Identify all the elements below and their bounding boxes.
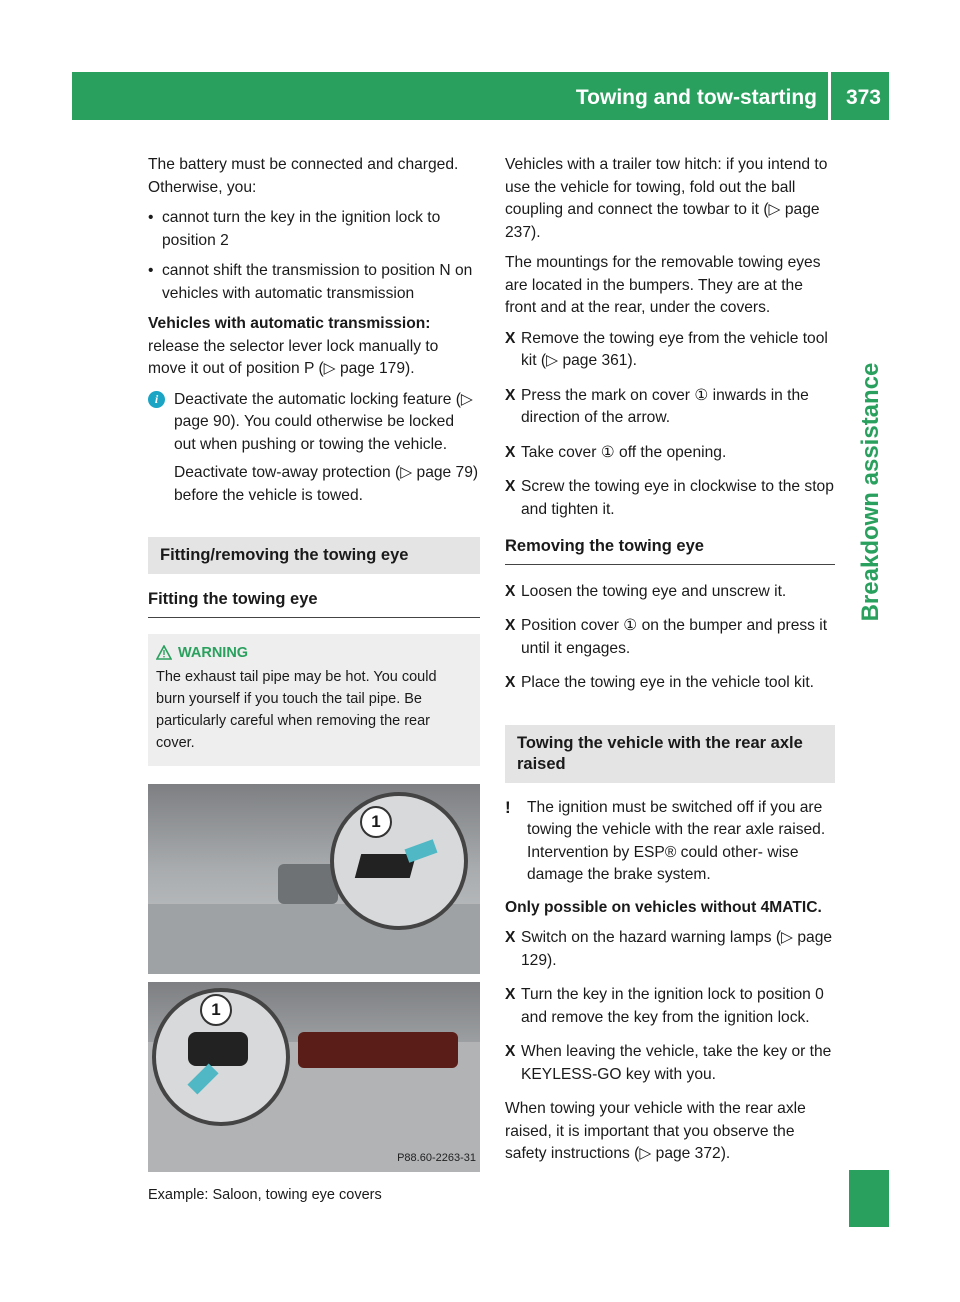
figure-caption: Example: Saloon, towing eye covers <box>148 1186 382 1203</box>
page-number: 373 <box>845 86 881 109</box>
chapter-title: Towing and tow-starting <box>575 86 817 109</box>
section-heading-rear-axle: Towing the vehicle with the rear axle raised <box>505 725 835 783</box>
side-tab-marker <box>849 1170 889 1227</box>
trailer-paragraph: Vehicles with a trailer tow hitch: if you intend to use the vehicle for towing, fold out the ball coupling and connect the towbar to it (▷ page 237). <box>505 156 828 241</box>
mountings-paragraph: The mountings for the removable towing eyes are located in the bumpers. They are at the front and at the rear, under the covers. <box>505 254 821 316</box>
list-item: X When leaving the vehicle, take the key or the KEYLESS-GO key with you. <box>505 1043 832 1083</box>
list-item: X Turn the key in the ignition lock to position 0 and remove the key from the ignition lock. <box>505 986 824 1026</box>
list-item: • cannot turn the key in the ignition lock to position 2 <box>148 209 441 249</box>
header-divider <box>828 72 831 120</box>
auto-text: release the selector lever lock manually to move it out of position P (▷ page 179). <box>148 337 439 377</box>
callout-1: 1 <box>200 994 232 1026</box>
list-item: • cannot shift the transmission to position N on vehicles with automatic transmission <box>148 262 473 302</box>
subheading-fitting: Fitting the towing eye <box>148 588 480 618</box>
info-note-2: Deactivate tow-away protection (▷ page 79) before the vehicle is towed. <box>174 464 479 504</box>
front-bumper-photo <box>148 784 480 974</box>
left-column <box>148 154 480 1206</box>
section-side-label: Breakdown assistance <box>857 362 884 622</box>
auto-heading: Vehicles with automatic transmission: <box>148 315 431 332</box>
list-item: X Switch on the hazard warning lamps (▷ page 129). <box>505 929 833 969</box>
exclamation-icon: ! <box>505 797 511 817</box>
warning-title: WARNING <box>156 642 468 664</box>
info-icon: i <box>148 391 165 408</box>
list-item: X Loosen the towing eye and unscrew it. <box>505 582 787 600</box>
warning-text: The exhaust tail pipe may be hot. You could burn yourself if you touch the tail pipe. Be particularly careful when removing the rear cover. <box>156 668 437 751</box>
list-item: X Press the mark on cover ① inwards in the direction of the arrow. <box>505 386 809 426</box>
list-item: X Place the towing eye in the vehicle tool kit. <box>505 674 814 691</box>
warning-triangle-icon <box>156 645 172 660</box>
list-item: X Position cover ① on the bumper and press it until it engages. <box>505 617 828 657</box>
section-heading: Fitting/removing the towing eye <box>148 537 480 574</box>
callout-1: 1 <box>360 806 392 838</box>
rear-bumper-photo <box>148 982 480 1172</box>
only-4matic-note: Only possible on vehicles without 4MATIC. <box>505 898 822 916</box>
list-item: X Remove the towing eye from the vehicle tool kit (▷ page 361). <box>505 329 828 369</box>
closing-paragraph: When towing your vehicle with the rear axle raised, it is important that you observe the safety instructions (▷ page 372). <box>505 1100 806 1162</box>
caution-note: ! The ignition must be switched off if you are towing the vehicle with the rear axle raised. Intervention by ESP® could other- wise damage the brake system. <box>505 797 826 883</box>
info-note: i Deactivate the automatic locking feature (▷ page 90). You could otherwise be locked out when pushing or towing the vehicle. <box>148 389 480 457</box>
warning-box <box>148 634 480 766</box>
list-item: X Take cover ① off the opening. <box>505 443 727 461</box>
subheading-removing: Removing the towing eye <box>505 535 835 565</box>
side-tab-label <box>851 232 891 752</box>
right-column <box>505 154 835 1174</box>
figure-reference: P88.60-2263-31 <box>397 1152 476 1164</box>
list-item: X Screw the towing eye in clockwise to the stop and tighten it. <box>505 478 834 518</box>
page-header <box>72 72 889 120</box>
battery-paragraph: The battery must be connected and charged. Otherwise, you: <box>148 156 459 196</box>
